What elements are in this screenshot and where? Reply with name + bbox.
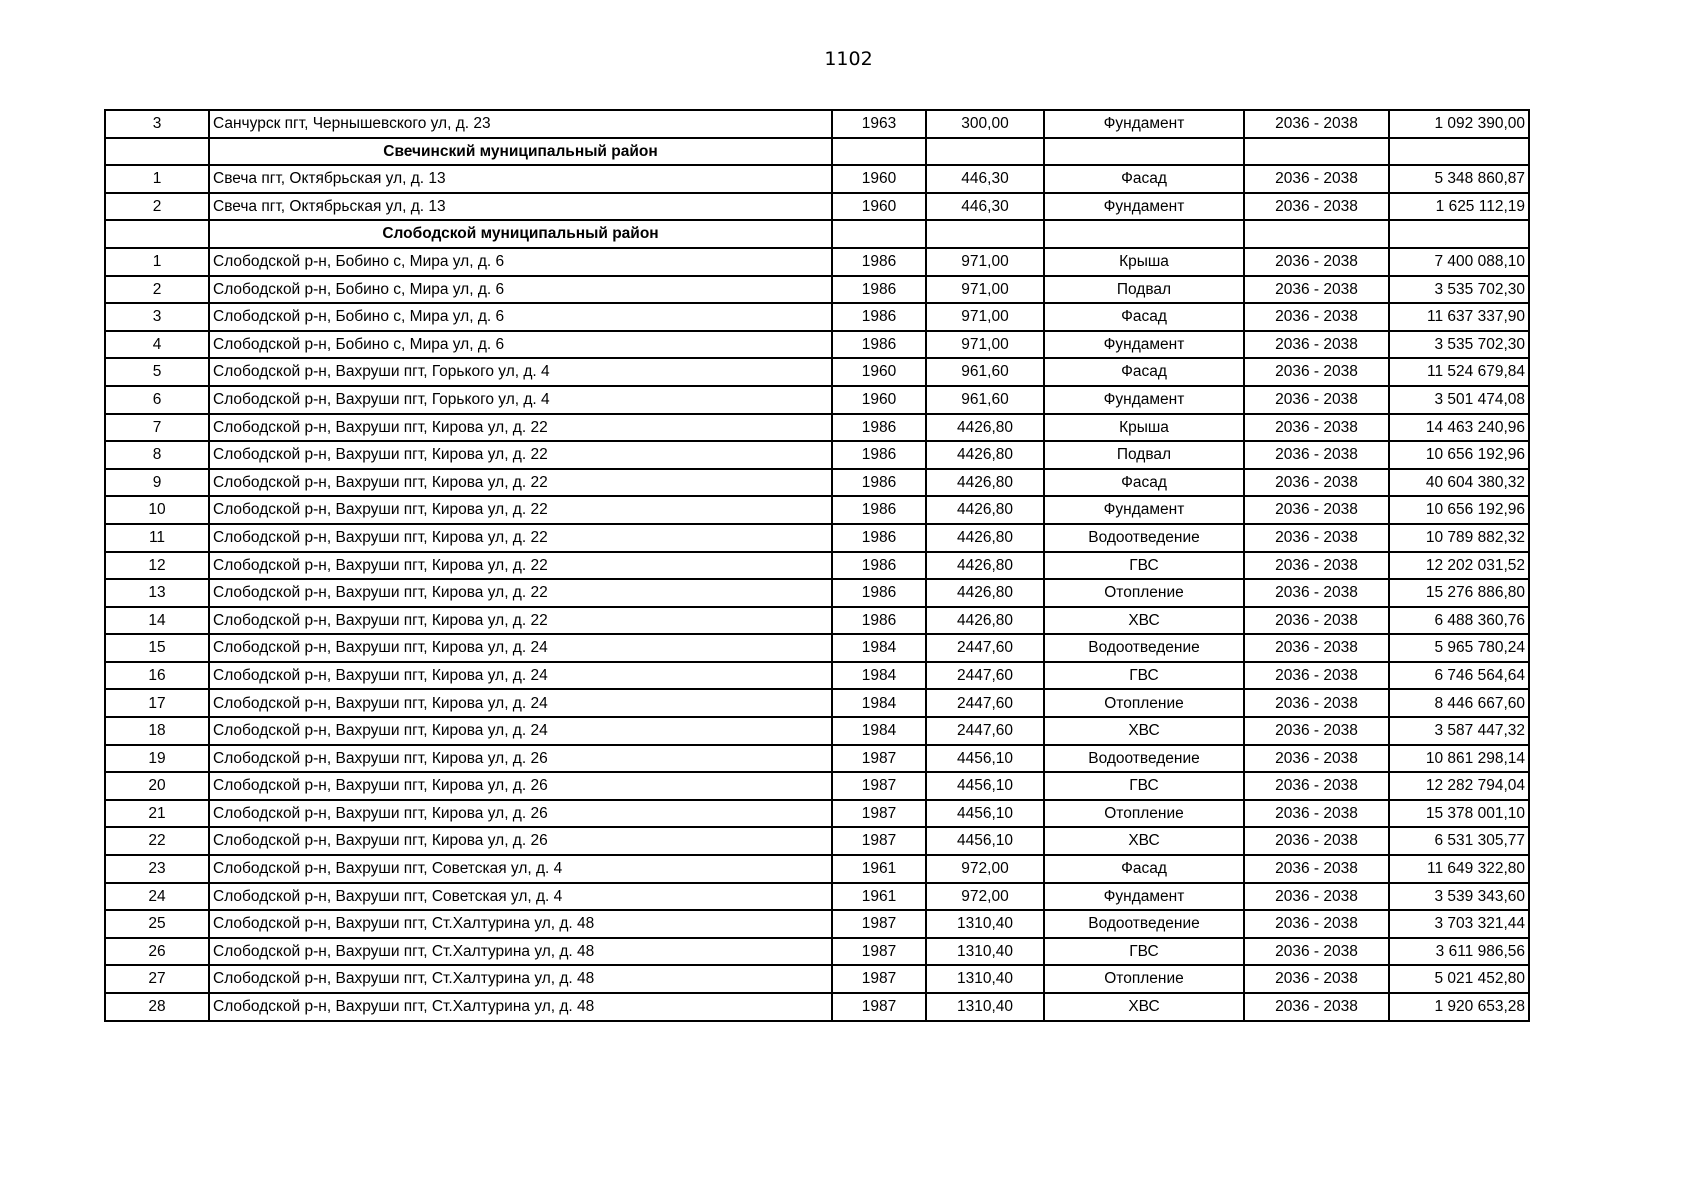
row-number: 8 [105,441,209,469]
work-type-cell: Водоотведение [1044,910,1244,938]
period-cell: 2036 - 2038 [1244,745,1389,773]
period-cell: 2036 - 2038 [1244,524,1389,552]
work-type-cell: Отопление [1044,800,1244,828]
area-cell: 971,00 [926,248,1044,276]
period-cell: 2036 - 2038 [1244,634,1389,662]
address-cell: Санчурск пгт, Чернышевского ул, д. 23 [209,110,832,138]
area-cell: 4426,80 [926,607,1044,635]
cost-cell: 6 488 360,76 [1389,607,1529,635]
year-cell: 1986 [832,607,926,635]
year-cell: 1986 [832,248,926,276]
period-cell: 2036 - 2038 [1244,993,1389,1021]
year-cell: 1961 [832,883,926,911]
work-type-cell: Фундамент [1044,193,1244,221]
district-name: Слободской муниципальный район [209,220,832,248]
row-number: 10 [105,496,209,524]
address-cell: Слободской р-н, Вахруши пгт, Ст.Халтурина ул, д. 48 [209,910,832,938]
work-type-cell: Фундамент [1044,386,1244,414]
table-row [105,827,1529,855]
period-cell: 2036 - 2038 [1244,331,1389,359]
address-cell: Слободской р-н, Вахруши пгт, Кирова ул, д. 24 [209,717,832,745]
address-cell: Слободской р-н, Вахруши пгт, Кирова ул, д. 22 [209,469,832,497]
cost-cell: 11 637 337,90 [1389,303,1529,331]
work-type-cell: Подвал [1044,441,1244,469]
cost-cell: 3 501 474,08 [1389,386,1529,414]
year-cell: 1986 [832,469,926,497]
cost-cell: 1 920 653,28 [1389,993,1529,1021]
area-cell: 971,00 [926,276,1044,304]
address-cell: Слободской р-н, Вахруши пгт, Кирова ул, д. 22 [209,607,832,635]
empty-cell [1244,138,1389,166]
row-number: 2 [105,193,209,221]
table-row [105,662,1529,690]
work-type-cell: Водоотведение [1044,745,1244,773]
table-row [105,496,1529,524]
table-row [105,552,1529,580]
year-cell: 1987 [832,827,926,855]
address-cell: Слободской р-н, Вахруши пгт, Кирова ул, д. 22 [209,441,832,469]
area-cell: 300,00 [926,110,1044,138]
address-cell: Слободской р-н, Вахруши пгт, Кирова ул, д. 22 [209,579,832,607]
year-cell: 1987 [832,772,926,800]
row-number: 28 [105,993,209,1021]
work-type-cell: Крыша [1044,414,1244,442]
row-number: 19 [105,745,209,773]
work-type-cell: ГВС [1044,938,1244,966]
area-cell: 4426,80 [926,441,1044,469]
row-number: 1 [105,165,209,193]
district-header-row [105,138,1529,166]
work-type-cell: Фасад [1044,303,1244,331]
row-number: 25 [105,910,209,938]
row-number: 20 [105,772,209,800]
area-cell: 4426,80 [926,524,1044,552]
table-row [105,358,1529,386]
table-row [105,276,1529,304]
address-cell: Слободской р-н, Вахруши пгт, Кирова ул, д. 24 [209,634,832,662]
cost-cell: 3 587 447,32 [1389,717,1529,745]
row-number: 1 [105,248,209,276]
row-number: 6 [105,386,209,414]
empty-cell [926,138,1044,166]
cost-cell: 8 446 667,60 [1389,689,1529,717]
address-cell: Слободской р-н, Вахруши пгт, Кирова ул, д. 26 [209,800,832,828]
address-cell: Слободской р-н, Вахруши пгт, Кирова ул, д. 22 [209,496,832,524]
address-cell: Слободской р-н, Вахруши пгт, Ст.Халтурина ул, д. 48 [209,965,832,993]
address-cell: Слободской р-н, Бобино с, Мира ул, д. 6 [209,276,832,304]
year-cell: 1987 [832,938,926,966]
table-row [105,855,1529,883]
cost-cell: 7 400 088,10 [1389,248,1529,276]
cost-cell: 10 861 298,14 [1389,745,1529,773]
table-row [105,414,1529,442]
row-number: 4 [105,331,209,359]
work-type-cell: Крыша [1044,248,1244,276]
row-number: 15 [105,634,209,662]
area-cell: 4426,80 [926,469,1044,497]
year-cell: 1986 [832,441,926,469]
table-row [105,717,1529,745]
empty-cell [832,220,926,248]
area-cell: 2447,60 [926,662,1044,690]
row-number: 13 [105,579,209,607]
area-cell: 2447,60 [926,634,1044,662]
cost-cell: 10 656 192,96 [1389,441,1529,469]
address-cell: Слободской р-н, Вахруши пгт, Кирова ул, д. 26 [209,827,832,855]
year-cell: 1986 [832,524,926,552]
cost-cell: 11 649 322,80 [1389,855,1529,883]
district-header-row [105,220,1529,248]
page-number: 1102 [824,48,873,70]
area-cell: 446,30 [926,165,1044,193]
year-cell: 1963 [832,110,926,138]
work-type-cell: ГВС [1044,772,1244,800]
empty-cell [832,138,926,166]
year-cell: 1986 [832,276,926,304]
period-cell: 2036 - 2038 [1244,965,1389,993]
period-cell: 2036 - 2038 [1244,689,1389,717]
work-type-cell: ГВС [1044,662,1244,690]
area-cell: 961,60 [926,358,1044,386]
cost-cell: 11 524 679,84 [1389,358,1529,386]
work-type-cell: Подвал [1044,276,1244,304]
work-type-cell: Фасад [1044,855,1244,883]
area-cell: 1310,40 [926,910,1044,938]
work-type-cell: ХВС [1044,717,1244,745]
area-cell: 1310,40 [926,938,1044,966]
table-row [105,800,1529,828]
empty-cell [1244,220,1389,248]
table-row [105,165,1529,193]
area-cell: 4456,10 [926,745,1044,773]
period-cell: 2036 - 2038 [1244,248,1389,276]
cost-cell: 14 463 240,96 [1389,414,1529,442]
address-cell: Слободской р-н, Вахруши пгт, Кирова ул, д. 24 [209,689,832,717]
cost-cell: 3 703 321,44 [1389,910,1529,938]
address-cell: Слободской р-н, Вахруши пгт, Кирова ул, д. 22 [209,414,832,442]
table-body [105,110,1529,1021]
period-cell: 2036 - 2038 [1244,469,1389,497]
period-cell: 2036 - 2038 [1244,441,1389,469]
table-row [105,303,1529,331]
year-cell: 1961 [832,855,926,883]
row-number: 12 [105,552,209,580]
period-cell: 2036 - 2038 [1244,938,1389,966]
area-cell: 961,60 [926,386,1044,414]
period-cell: 2036 - 2038 [1244,496,1389,524]
cost-cell: 12 282 794,04 [1389,772,1529,800]
table-row [105,441,1529,469]
cost-cell: 3 535 702,30 [1389,276,1529,304]
cost-cell: 1 625 112,19 [1389,193,1529,221]
year-cell: 1986 [832,331,926,359]
table-row [105,634,1529,662]
period-cell: 2036 - 2038 [1244,552,1389,580]
address-cell: Слободской р-н, Вахруши пгт, Ст.Халтурина ул, д. 48 [209,938,832,966]
address-cell: Слободской р-н, Вахруши пгт, Кирова ул, д. 26 [209,772,832,800]
address-cell: Слободской р-н, Бобино с, Мира ул, д. 6 [209,331,832,359]
address-cell: Слободской р-н, Вахруши пгт, Советская ул, д. 4 [209,883,832,911]
address-cell: Свеча пгт, Октябрьская ул, д. 13 [209,193,832,221]
address-cell: Слободской р-н, Вахруши пгт, Ст.Халтурина ул, д. 48 [209,993,832,1021]
year-cell: 1986 [832,414,926,442]
empty-cell [926,220,1044,248]
cost-cell: 5 348 860,87 [1389,165,1529,193]
period-cell: 2036 - 2038 [1244,414,1389,442]
cost-cell: 15 378 001,10 [1389,800,1529,828]
area-cell: 4426,80 [926,552,1044,580]
period-cell: 2036 - 2038 [1244,800,1389,828]
year-cell: 1960 [832,165,926,193]
period-cell: 2036 - 2038 [1244,386,1389,414]
period-cell: 2036 - 2038 [1244,827,1389,855]
cost-cell: 5 965 780,24 [1389,634,1529,662]
year-cell: 1960 [832,193,926,221]
work-type-cell: ХВС [1044,993,1244,1021]
period-cell: 2036 - 2038 [1244,910,1389,938]
year-cell: 1984 [832,689,926,717]
table-row [105,110,1529,138]
work-type-cell: Водоотведение [1044,524,1244,552]
cost-cell: 1 092 390,00 [1389,110,1529,138]
address-cell: Слободской р-н, Вахруши пгт, Кирова ул, д. 22 [209,524,832,552]
cost-cell: 40 604 380,32 [1389,469,1529,497]
address-cell: Слободской р-н, Вахруши пгт, Кирова ул, д. 22 [209,552,832,580]
period-cell: 2036 - 2038 [1244,579,1389,607]
address-cell: Слободской р-н, Бобино с, Мира ул, д. 6 [209,303,832,331]
area-cell: 4456,10 [926,800,1044,828]
table-row [105,993,1529,1021]
cost-cell: 10 789 882,32 [1389,524,1529,552]
year-cell: 1987 [832,965,926,993]
period-cell: 2036 - 2038 [1244,662,1389,690]
period-cell: 2036 - 2038 [1244,193,1389,221]
cost-cell: 12 202 031,52 [1389,552,1529,580]
work-type-cell: ГВС [1044,552,1244,580]
table-row [105,193,1529,221]
table-row [105,248,1529,276]
year-cell: 1986 [832,552,926,580]
period-cell: 2036 - 2038 [1244,303,1389,331]
work-type-cell: ХВС [1044,607,1244,635]
work-type-cell: ХВС [1044,827,1244,855]
period-cell: 2036 - 2038 [1244,276,1389,304]
table-row [105,883,1529,911]
table-row [105,386,1529,414]
table-row [105,938,1529,966]
table-row [105,772,1529,800]
area-cell: 971,00 [926,331,1044,359]
year-cell: 1984 [832,717,926,745]
address-cell: Слободской р-н, Вахруши пгт, Советская ул, д. 4 [209,855,832,883]
area-cell: 971,00 [926,303,1044,331]
work-type-cell: Фундамент [1044,496,1244,524]
empty-cell [1389,220,1529,248]
row-number: 16 [105,662,209,690]
table-row [105,745,1529,773]
year-cell: 1960 [832,386,926,414]
row-number: 3 [105,110,209,138]
work-type-cell: Отопление [1044,689,1244,717]
empty-cell [105,220,209,248]
row-number: 21 [105,800,209,828]
table-row [105,910,1529,938]
table-row [105,965,1529,993]
row-number: 23 [105,855,209,883]
area-cell: 1310,40 [926,993,1044,1021]
cost-cell: 10 656 192,96 [1389,496,1529,524]
row-number: 18 [105,717,209,745]
row-number: 5 [105,358,209,386]
period-cell: 2036 - 2038 [1244,165,1389,193]
address-cell: Слободской р-н, Вахруши пгт, Горького ул, д. 4 [209,386,832,414]
row-number: 11 [105,524,209,552]
work-type-cell: Фасад [1044,165,1244,193]
table-row [105,469,1529,497]
work-type-cell: Фундамент [1044,331,1244,359]
period-cell: 2036 - 2038 [1244,607,1389,635]
table-row [105,579,1529,607]
row-number: 2 [105,276,209,304]
year-cell: 1984 [832,634,926,662]
row-number: 27 [105,965,209,993]
year-cell: 1986 [832,303,926,331]
area-cell: 4426,80 [926,496,1044,524]
address-cell: Свеча пгт, Октябрьская ул, д. 13 [209,165,832,193]
area-cell: 446,30 [926,193,1044,221]
year-cell: 1986 [832,579,926,607]
period-cell: 2036 - 2038 [1244,883,1389,911]
work-type-cell: Фасад [1044,358,1244,386]
table-row [105,689,1529,717]
work-type-cell: Отопление [1044,579,1244,607]
address-cell: Слободской р-н, Вахруши пгт, Горького ул, д. 4 [209,358,832,386]
period-cell: 2036 - 2038 [1244,358,1389,386]
area-cell: 4426,80 [926,579,1044,607]
address-cell: Слободской р-н, Вахруши пгт, Кирова ул, д. 24 [209,662,832,690]
period-cell: 2036 - 2038 [1244,855,1389,883]
address-cell: Слободской р-н, Вахруши пгт, Кирова ул, д. 26 [209,745,832,773]
year-cell: 1987 [832,745,926,773]
period-cell: 2036 - 2038 [1244,772,1389,800]
empty-cell [1044,220,1244,248]
empty-cell [1389,138,1529,166]
area-cell: 4456,10 [926,772,1044,800]
area-cell: 4426,80 [926,414,1044,442]
year-cell: 1986 [832,496,926,524]
cost-cell: 3 611 986,56 [1389,938,1529,966]
row-number: 17 [105,689,209,717]
row-number: 26 [105,938,209,966]
year-cell: 1984 [832,662,926,690]
area-cell: 972,00 [926,883,1044,911]
table-row [105,331,1529,359]
work-type-cell: Отопление [1044,965,1244,993]
row-number: 7 [105,414,209,442]
row-number: 24 [105,883,209,911]
work-type-cell: Водоотведение [1044,634,1244,662]
cost-cell: 5 021 452,80 [1389,965,1529,993]
row-number: 3 [105,303,209,331]
work-type-cell: Фасад [1044,469,1244,497]
area-cell: 972,00 [926,855,1044,883]
year-cell: 1987 [832,910,926,938]
area-cell: 2447,60 [926,717,1044,745]
cost-cell: 3 539 343,60 [1389,883,1529,911]
work-type-cell: Фундамент [1044,110,1244,138]
table-row [105,607,1529,635]
year-cell: 1987 [832,993,926,1021]
table-row [105,524,1529,552]
empty-cell [105,138,209,166]
repair-register-table [104,109,1530,1022]
cost-cell: 6 531 305,77 [1389,827,1529,855]
cost-cell: 6 746 564,64 [1389,662,1529,690]
work-type-cell: Фундамент [1044,883,1244,911]
cost-cell: 3 535 702,30 [1389,331,1529,359]
year-cell: 1987 [832,800,926,828]
row-number: 22 [105,827,209,855]
area-cell: 2447,60 [926,689,1044,717]
row-number: 14 [105,607,209,635]
period-cell: 2036 - 2038 [1244,717,1389,745]
district-name: Свечинский муниципальный район [209,138,832,166]
year-cell: 1960 [832,358,926,386]
address-cell: Слободской р-н, Бобино с, Мира ул, д. 6 [209,248,832,276]
area-cell: 4456,10 [926,827,1044,855]
empty-cell [1044,138,1244,166]
period-cell: 2036 - 2038 [1244,110,1389,138]
area-cell: 1310,40 [926,965,1044,993]
cost-cell: 15 276 886,80 [1389,579,1529,607]
row-number: 9 [105,469,209,497]
